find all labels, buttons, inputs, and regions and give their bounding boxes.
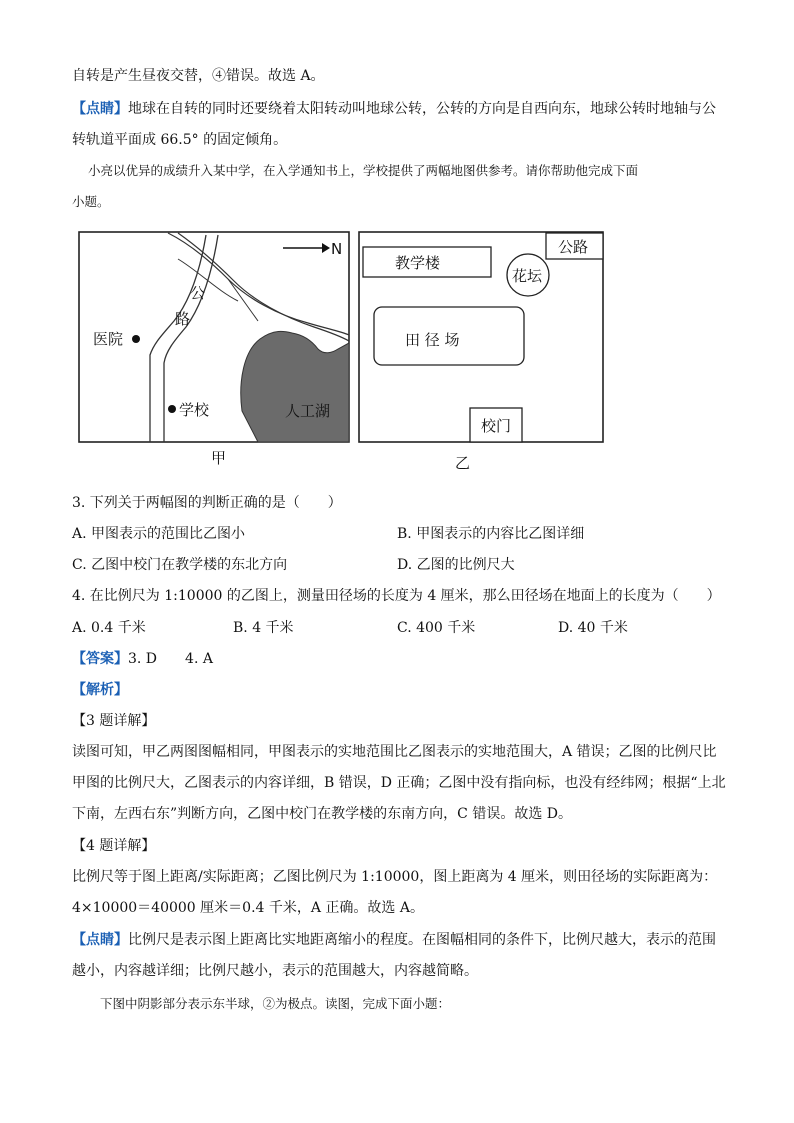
school-dot — [168, 405, 176, 413]
detail3-p3: 下南，左西右东”判断方向，乙图中校门在教学楼的东南方向，C 错误。故选 D。 — [72, 806, 572, 822]
gate-label: 校门 — [481, 417, 512, 435]
detail3-p2: 甲图的比例尺大，乙图表示的内容详细，B 错误，D 正确；乙图中没有指向标，也没有经纬网；根据“上北 — [72, 775, 726, 791]
analysis-tag: 【解析】 — [72, 682, 128, 698]
tip-line — [72, 99, 716, 119]
q4-option-d: D. 40 千米 — [558, 620, 628, 636]
answer-tag: 【答案】 — [72, 651, 128, 667]
hospital-dot — [132, 335, 140, 343]
answer-line — [72, 649, 213, 669]
road-label-2: 路 — [175, 310, 191, 328]
q3-option-d: D. 乙图的比例尺大 — [397, 557, 515, 573]
q3-option-c: C. 乙图中校门在教学楼的东北方向 — [72, 557, 288, 573]
north-label: N — [331, 240, 343, 258]
text-line: 转轨道平面成 66.5° 的固定倾角。 — [72, 132, 288, 148]
map-yi — [358, 231, 606, 475]
q3-stem: 3. 下列关于两幅图的判断正确的是（ ） — [72, 495, 342, 511]
detail3-head: 【3 题详解】 — [72, 713, 156, 729]
school-label: 学校 — [179, 401, 210, 419]
road-label-1: 公 — [190, 284, 206, 302]
q4-option-c: C. 400 千米 — [397, 620, 476, 636]
tip2-line — [72, 930, 716, 950]
teaching-label: 教学楼 — [395, 254, 441, 272]
map-yi-caption: 乙 — [455, 454, 471, 472]
tip2-tag: 【点睛】 — [72, 932, 128, 948]
next-intro: 下图中阴影部分表示东半球，②为极点。读图，完成下面小题： — [100, 996, 451, 1011]
intro-line: 小题。 — [72, 194, 110, 209]
map-jia-caption: 甲 — [211, 449, 227, 467]
q4-option-b: B. 4 千米 — [233, 620, 294, 636]
road-label: 公路 — [558, 238, 589, 256]
detail4-p2: 4×10000＝40000 厘米＝0.4 千米，A 正确。故选 A。 — [72, 900, 424, 916]
answer-text: 3. D 4. A — [128, 651, 213, 667]
garden-label: 花坛 — [512, 267, 543, 285]
q3-option-b: B. 甲图表示的内容比乙图详细 — [397, 526, 585, 542]
intro-line: 小亮以优异的成绩升入某中学，在入学通知书上，学校提供了两幅地图供参考。请你帮助他完成下面 — [88, 163, 639, 178]
q4-stem: 4. 在比例尺为 1:10000 的乙图上，测量田径场的长度为 4 厘米，那么田径场在地面上的长度为（ ） — [72, 588, 721, 604]
tip2-text: 比例尺是表示图上距离比实地距离缩小的程度。在图幅相同的条件下，比例尺越大，表示的范围 — [128, 932, 716, 948]
map-jia — [78, 231, 350, 475]
detail3-p1: 读图可知，甲乙两图图幅相同，甲图表示的实地范围比乙图表示的实地范围大，A 错误；乙图的比例尺比 — [72, 744, 717, 760]
text-line: 自转是产生昼夜交替，④错误。故选 A。 — [72, 68, 325, 84]
hospital-label: 医院 — [93, 330, 124, 348]
detail4-p1: 比例尺等于图上距离/实际距离；乙图比例尺为 1:10000，图上距离为 4 厘米，则田径场的实际距离为： — [72, 869, 718, 885]
detail4-head: 【4 题详解】 — [72, 838, 156, 854]
q3-option-a: A. 甲图表示的范围比乙图小 — [72, 526, 246, 542]
tip2-p2: 越小，内容越详细；比例尺越小，表示的范围越大，内容越简略。 — [72, 963, 478, 979]
field-label: 田 径 场 — [405, 331, 460, 349]
analysis-line — [72, 680, 128, 700]
tip-tag: 【点睛】 — [72, 101, 128, 117]
lake-label: 人工湖 — [285, 402, 331, 420]
tip-text: 地球在自转的同时还要绕着太阳转动叫地球公转，公转的方向是自西向东，地球公转时地轴与公 — [128, 101, 716, 117]
q4-option-a: A. 0.4 千米 — [72, 620, 146, 636]
